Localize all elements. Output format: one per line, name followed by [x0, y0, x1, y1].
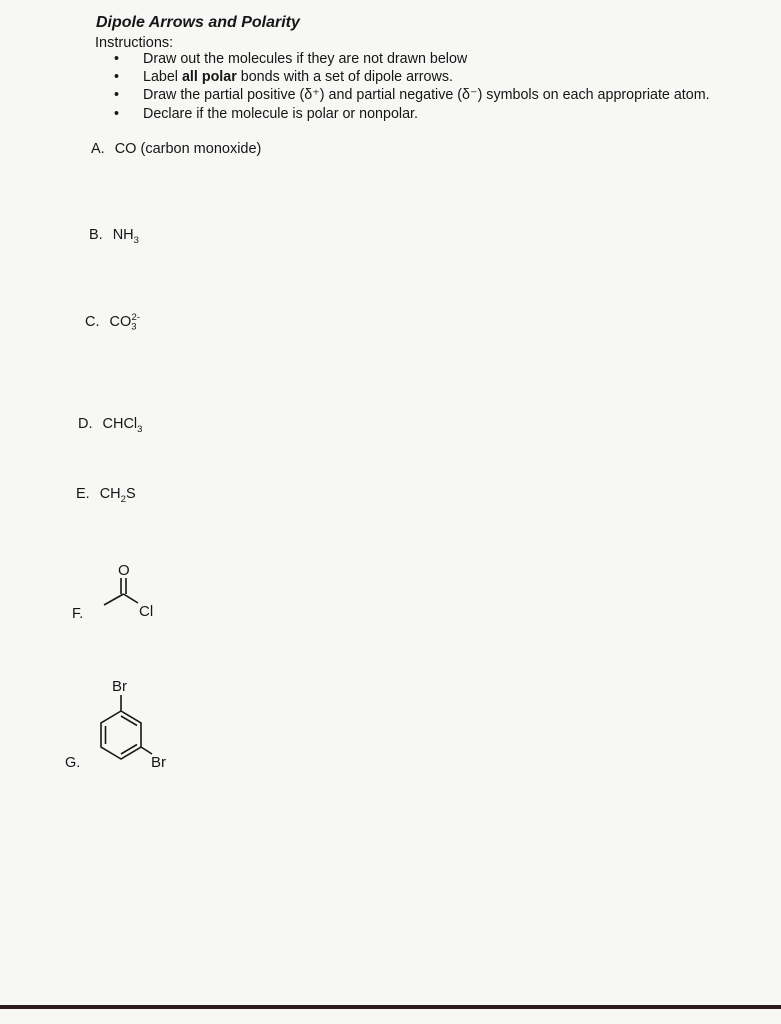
bullet-icon: • [114, 51, 120, 67]
benzene-ring [101, 711, 141, 759]
bullet-icon: • [114, 69, 120, 86]
aromatic-double-bond [121, 745, 137, 755]
formula-subscript: 3 [133, 234, 139, 246]
question-letter: E. [76, 486, 90, 502]
question-a [91, 141, 261, 157]
molecule-formula: CO [114, 141, 137, 157]
molecule-name: (carbon monoxide) [140, 141, 262, 157]
formula-subscript: 3 [131, 321, 137, 333]
question-letter: C. [85, 313, 100, 330]
question-d [78, 416, 142, 435]
aromatic-double-bond [121, 716, 137, 726]
question-letter: F. [72, 606, 84, 622]
question-letter: D. [78, 416, 93, 432]
methyl-bond [104, 594, 124, 605]
oxygen-atom-label: O [118, 562, 130, 579]
question-c [85, 312, 140, 333]
acetyl-chloride-structure [90, 555, 170, 625]
molecule-formula: CO [109, 313, 132, 330]
bleed-through-artifact [90, 268, 730, 308]
formula-subscript: 3 [137, 423, 143, 435]
question-letter: A. [91, 141, 105, 157]
molecule-formula: NH [112, 227, 134, 243]
instruction-item: • Declare if the molecule is polar or nonpolar. [114, 105, 418, 122]
c-br-bond [141, 747, 152, 754]
bullet-icon: • [114, 105, 120, 122]
c-cl-bond [124, 594, 139, 603]
molecule-formula: CHCl [102, 416, 138, 432]
instructions-label: Instructions: [95, 35, 174, 51]
question-letter: G. [65, 755, 81, 771]
chlorine-atom-label: Cl [139, 603, 154, 620]
instructions-list [114, 50, 710, 123]
instruction-item: • Label all polar bonds with a set of dipole arrows. [114, 69, 453, 86]
emphasis-text: all polar [181, 69, 237, 86]
bottom-edge-divider [0, 1005, 781, 1009]
molecule-formula: CH [99, 486, 121, 502]
dibromobenzene-structure [85, 672, 195, 782]
page-title: Dipole Arrows and Polarity [96, 14, 300, 31]
question-e [76, 486, 136, 505]
instruction-item: • Draw out the molecules if they are not drawn below [114, 51, 468, 67]
molecule-formula-tail: S [125, 486, 136, 502]
instruction-item: • Draw the partial positive (δ⁺) and partial negative (δ⁻) symbols on each appropriate atom. [114, 87, 710, 104]
question-letter: B. [89, 227, 103, 243]
question-b [89, 227, 139, 246]
bromine-atom-label: Br [112, 678, 127, 695]
formula-charge: 2- [131, 312, 140, 323]
bullet-icon: • [114, 87, 120, 104]
formula-subscript: 2 [120, 493, 126, 505]
bromine-atom-label: Br [151, 754, 166, 771]
